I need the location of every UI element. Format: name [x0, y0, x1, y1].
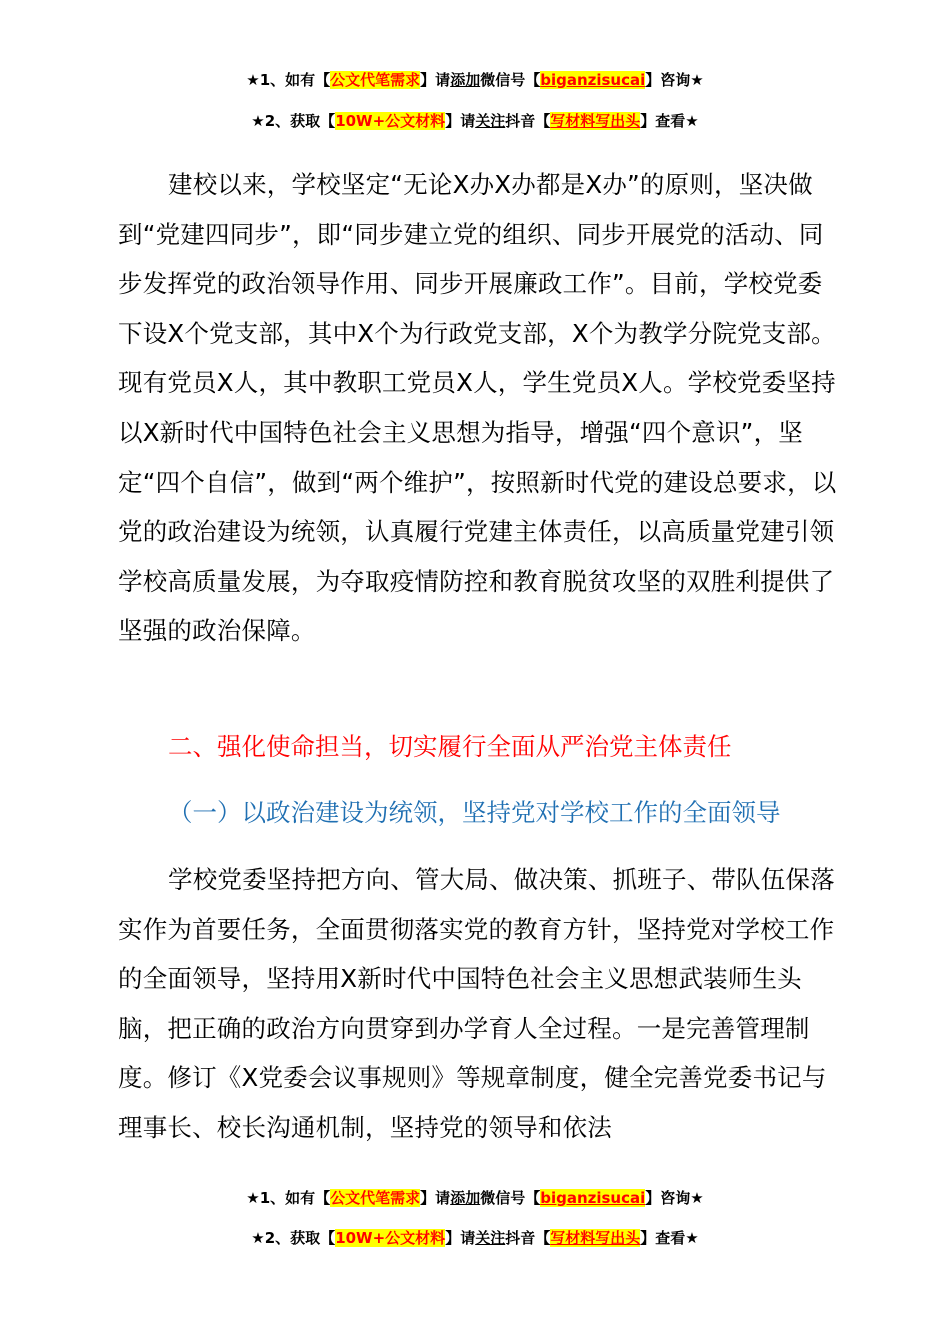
paragraph-2-text: 学校党委坚持把方向、管大局、做决策、抓班子、带队伍保落实作为首要任务，全面贯彻落实党的教育方针，坚持党对学校工作的全面领导，坚持用X新时代中国特色社会主义思想武装师生头脑，把正确的政治方向贯穿到办学育人全过程。一是完善管理制度。修订《X党委会议事规则》等规章制度，健全完善党委书记与理事长、校长沟通机制，坚持党的领导和依法: [118, 865, 835, 1142]
promo-text: 】咨询★: [645, 1189, 704, 1207]
promo-text: 】请: [420, 71, 451, 89]
promo-text: 抖音【: [505, 1229, 551, 1247]
section-heading-2: 二、强化使命担当，切实履行全面从严治党主体责任: [168, 732, 732, 761]
promo-highlight: 10W+公文材料: [335, 112, 446, 130]
promo-text: 】请: [445, 112, 476, 130]
promo-highlight: 公文代笔需求: [330, 71, 421, 89]
promo-wechat-id: biganzisucai: [540, 1189, 646, 1207]
promo-highlight: 公文代笔需求: [330, 1189, 421, 1207]
promo-text: 】查看★: [640, 112, 699, 130]
promo-text: 】查看★: [640, 1229, 699, 1247]
paragraph-1-text: 建校以来，学校坚定“无论X办X办都是X办”的原则，坚决做到“党建四同步”，即“同步建立党的组织、同步开展党的活动、同步发挥党的政治领导作用、同步开展廉政工作”。目前，学校党委下设X个党支部，其中X个为行政党支部，X个为教学分院党支部。现有党员X人，其中教职工党员X人，学生党员X人。学校党委坚持以X新时代中国特色社会主义思想为指导，增强“四个意识”，坚定“四个自信”，做到“两个维护”，按照新时代党的建设总要求，以党的政治建设为统领，认真履行党建主体责任，以高质量党建引领学校高质量发展，为夺取疫情防控和教育脱贫攻坚的双胜利提供了坚强的政治保障。: [118, 170, 837, 646]
promo-bottom-line-1: [0, 1188, 950, 1208]
promo-douyin-id: 写材料写出头: [550, 1229, 641, 1247]
promo-emphasis: 添加: [450, 71, 481, 89]
promo-bottom-line-2: [0, 1228, 950, 1248]
promo-emphasis: 关注: [475, 112, 506, 130]
promo-text: 微信号【: [480, 71, 541, 89]
body-paragraph-1: [118, 160, 838, 656]
body-paragraph-2: [118, 855, 838, 1153]
promo-text: 】咨询★: [645, 71, 704, 89]
promo-emphasis: 关注: [475, 1229, 506, 1247]
promo-text: 抖音【: [505, 112, 551, 130]
promo-top-line-2: [0, 111, 950, 131]
promo-text: ★2、获取【: [251, 112, 336, 130]
promo-top-line-1: [0, 70, 950, 90]
promo-text: ★1、如有【: [246, 1189, 331, 1207]
subsection-heading-1: （一）以政治建设为统领，坚持党对学校工作的全面领导: [168, 798, 781, 827]
promo-text: ★1、如有【: [246, 71, 331, 89]
promo-text: 】请: [420, 1189, 451, 1207]
promo-douyin-id: 写材料写出头: [550, 112, 641, 130]
promo-emphasis: 添加: [450, 1189, 481, 1207]
promo-highlight: 10W+公文材料: [335, 1229, 446, 1247]
promo-text: ★2、获取【: [251, 1229, 336, 1247]
promo-wechat-id: biganzisucai: [540, 71, 646, 89]
promo-text: 】请: [445, 1229, 476, 1247]
promo-text: 微信号【: [480, 1189, 541, 1207]
